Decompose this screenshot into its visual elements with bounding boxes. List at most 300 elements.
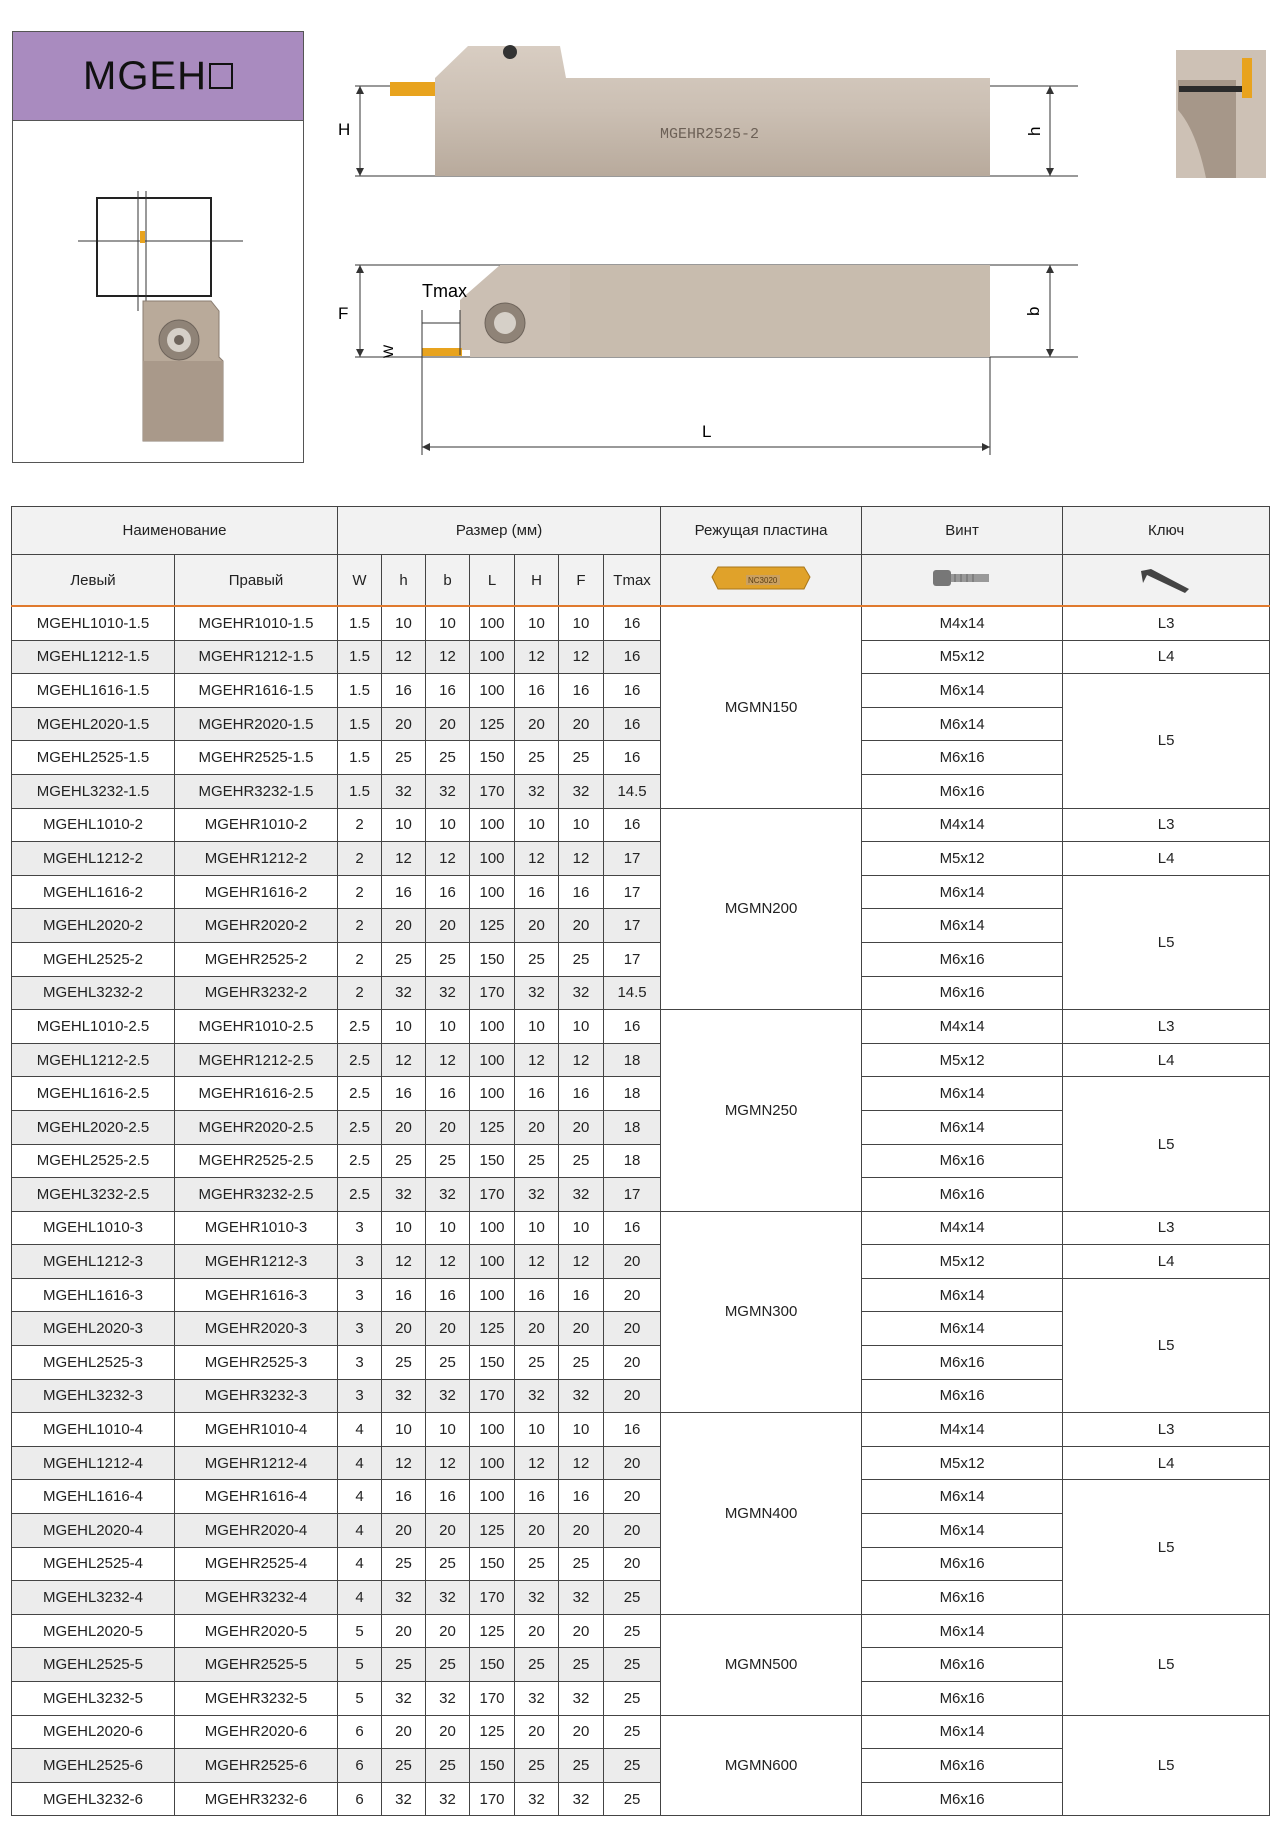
cell-w: 4 — [338, 1547, 382, 1581]
cell-b: 10 — [426, 1413, 470, 1447]
cell-key: L5 — [1063, 1614, 1270, 1715]
cell-l: 170 — [470, 1178, 515, 1212]
cell-b: 25 — [426, 741, 470, 775]
cell-w: 2.5 — [338, 1043, 382, 1077]
cell-screw: M6x16 — [862, 1144, 1063, 1178]
cell-key: L5 — [1063, 1715, 1270, 1816]
table-row — [12, 1211, 1270, 1245]
dim-label-W: W — [380, 344, 396, 358]
cell-tmax: 18 — [604, 1110, 661, 1144]
cell-w: 3 — [338, 1312, 382, 1346]
cell-screw: M6x14 — [862, 909, 1063, 943]
cell-f: 10 — [559, 1211, 604, 1245]
subheader-F: F — [559, 555, 604, 607]
hex-key-icon — [1131, 561, 1201, 595]
cell-f: 12 — [559, 1245, 604, 1279]
cell-h: 20 — [382, 1312, 426, 1346]
cell-b: 10 — [426, 1010, 470, 1044]
cell-h: 10 — [515, 1010, 559, 1044]
cell-h: 16 — [515, 674, 559, 708]
cell-key: L4 — [1063, 640, 1270, 674]
cell-screw: M5x12 — [862, 1043, 1063, 1077]
cell-f: 20 — [559, 1110, 604, 1144]
cell-h: 25 — [382, 1547, 426, 1581]
cell-l: 100 — [470, 606, 515, 640]
dim-label-h: h — [1025, 126, 1044, 136]
cell-h: 10 — [382, 606, 426, 640]
cell-f: 10 — [559, 606, 604, 640]
cell-left: MGEHL1010-4 — [12, 1413, 175, 1447]
cell-h: 20 — [515, 1715, 559, 1749]
cell-b: 16 — [426, 674, 470, 708]
cell-l: 150 — [470, 1648, 515, 1682]
cell-w: 4 — [338, 1480, 382, 1514]
cell-h: 25 — [515, 1346, 559, 1380]
cell-screw: M5x12 — [862, 1245, 1063, 1279]
cell-h: 12 — [515, 640, 559, 674]
cell-b: 20 — [426, 1514, 470, 1548]
cell-w: 2 — [338, 875, 382, 909]
cell-l: 170 — [470, 1782, 515, 1816]
cell-f: 10 — [559, 1413, 604, 1447]
cell-screw: M4x14 — [862, 1211, 1063, 1245]
cell-w: 4 — [338, 1514, 382, 1548]
cell-h: 32 — [382, 1782, 426, 1816]
cell-b: 32 — [426, 1581, 470, 1615]
cell-left: MGEHL1212-1.5 — [12, 640, 175, 674]
table-row — [12, 1614, 1270, 1648]
cell-tmax: 16 — [604, 741, 661, 775]
cell-h: 12 — [515, 842, 559, 876]
cell-tmax: 25 — [604, 1648, 661, 1682]
cell-right: MGEHR3232-3 — [175, 1379, 338, 1413]
cell-left: MGEHL1212-4 — [12, 1446, 175, 1480]
cell-right: MGEHR2020-3 — [175, 1312, 338, 1346]
cell-right: MGEHR1010-1.5 — [175, 606, 338, 640]
cell-h: 32 — [515, 1581, 559, 1615]
cell-right: MGEHR1010-2.5 — [175, 1010, 338, 1044]
cell-h: 12 — [382, 1043, 426, 1077]
cell-left: MGEHL2020-3 — [12, 1312, 175, 1346]
cell-w: 6 — [338, 1749, 382, 1783]
cell-b: 12 — [426, 1043, 470, 1077]
cell-screw: M4x14 — [862, 1413, 1063, 1447]
insert-image-cell — [661, 555, 862, 607]
cell-tmax: 25 — [604, 1581, 661, 1615]
cell-h: 20 — [515, 1110, 559, 1144]
cell-w: 4 — [338, 1413, 382, 1447]
cell-left: MGEHL3232-3 — [12, 1379, 175, 1413]
cell-screw: M6x16 — [862, 1749, 1063, 1783]
cell-tmax: 16 — [604, 674, 661, 708]
cell-right: MGEHR1616-3 — [175, 1278, 338, 1312]
subheader-L: L — [470, 555, 515, 607]
cell-f: 32 — [559, 976, 604, 1010]
table-row — [12, 1010, 1270, 1044]
cell-h: 32 — [515, 1782, 559, 1816]
cell-right: MGEHR1010-2 — [175, 808, 338, 842]
table-row — [12, 1245, 1270, 1279]
cell-tmax: 16 — [604, 1010, 661, 1044]
cell-l: 100 — [470, 842, 515, 876]
cell-h: 32 — [382, 1178, 426, 1212]
cell-right: MGEHR3232-5 — [175, 1682, 338, 1716]
cell-f: 16 — [559, 674, 604, 708]
cell-screw: M6x16 — [862, 741, 1063, 775]
cell-b: 20 — [426, 1715, 470, 1749]
cell-h: 32 — [515, 1178, 559, 1212]
dim-label-L: L — [702, 422, 712, 441]
cell-right: MGEHR2525-2 — [175, 942, 338, 976]
cell-h: 10 — [515, 808, 559, 842]
table-row — [12, 1715, 1270, 1749]
cell-h: 25 — [382, 1346, 426, 1380]
cell-right: MGEHR3232-4 — [175, 1581, 338, 1615]
cell-left: MGEHL2525-4 — [12, 1547, 175, 1581]
cell-b: 32 — [426, 1782, 470, 1816]
cell-left: MGEHL2525-1.5 — [12, 741, 175, 775]
cell-l: 170 — [470, 1682, 515, 1716]
cell-h: 20 — [382, 1614, 426, 1648]
cell-w: 1.5 — [338, 674, 382, 708]
cell-h: 25 — [382, 1749, 426, 1783]
cell-l: 100 — [470, 1077, 515, 1111]
cell-left: MGEHL1010-1.5 — [12, 606, 175, 640]
cell-w: 5 — [338, 1682, 382, 1716]
cell-h: 32 — [515, 976, 559, 1010]
cell-w: 2 — [338, 909, 382, 943]
cell-left: MGEHL2525-3 — [12, 1346, 175, 1380]
cell-b: 12 — [426, 640, 470, 674]
cell-w: 1.5 — [338, 707, 382, 741]
cell-f: 32 — [559, 1178, 604, 1212]
cell-b: 25 — [426, 1749, 470, 1783]
cell-insert: MGMN250 — [661, 1010, 862, 1212]
cell-h: 25 — [515, 1547, 559, 1581]
cell-w: 2 — [338, 808, 382, 842]
cell-tmax: 18 — [604, 1144, 661, 1178]
cell-b: 20 — [426, 909, 470, 943]
cell-right: MGEHR1616-2.5 — [175, 1077, 338, 1111]
cell-w: 3 — [338, 1346, 382, 1380]
engraved-model: MGEHR2525-2 — [660, 126, 760, 143]
cell-right: MGEHR2525-6 — [175, 1749, 338, 1783]
cell-right: MGEHR2020-4 — [175, 1514, 338, 1548]
cell-right: MGEHR2525-3 — [175, 1346, 338, 1380]
cell-screw: M5x12 — [862, 842, 1063, 876]
dim-label-F: F — [338, 304, 349, 323]
cell-tmax: 18 — [604, 1043, 661, 1077]
cell-tmax: 25 — [604, 1614, 661, 1648]
cell-screw: M6x16 — [862, 1648, 1063, 1682]
cell-left: MGEHL2525-2 — [12, 942, 175, 976]
cell-b: 25 — [426, 1648, 470, 1682]
cell-h: 32 — [515, 774, 559, 808]
cell-left: MGEHL2525-6 — [12, 1749, 175, 1783]
cell-right: MGEHR2525-1.5 — [175, 741, 338, 775]
cell-f: 12 — [559, 1043, 604, 1077]
cell-b: 32 — [426, 1682, 470, 1716]
cell-h: 25 — [382, 1144, 426, 1178]
header-size: Размер (мм) — [338, 507, 661, 555]
cell-f: 20 — [559, 707, 604, 741]
cell-screw: M6x14 — [862, 674, 1063, 708]
cell-left: MGEHL2020-6 — [12, 1715, 175, 1749]
subheader-right: Правый — [175, 555, 338, 607]
cell-w: 1.5 — [338, 640, 382, 674]
cell-h: 20 — [515, 909, 559, 943]
cell-left: MGEHL1010-2 — [12, 808, 175, 842]
subheader-b: b — [426, 555, 470, 607]
key-image-cell — [1063, 555, 1270, 607]
cell-left: MGEHL2020-5 — [12, 1614, 175, 1648]
cell-l: 150 — [470, 741, 515, 775]
cell-h: 12 — [382, 842, 426, 876]
cell-w: 5 — [338, 1648, 382, 1682]
cell-l: 150 — [470, 1749, 515, 1783]
cell-f: 16 — [559, 875, 604, 909]
cell-w: 6 — [338, 1715, 382, 1749]
cell-f: 10 — [559, 808, 604, 842]
cell-l: 125 — [470, 1110, 515, 1144]
cell-f: 25 — [559, 741, 604, 775]
cell-left: MGEHL1616-4 — [12, 1480, 175, 1514]
cell-screw: M6x14 — [862, 1480, 1063, 1514]
cell-tmax: 16 — [604, 1211, 661, 1245]
cell-key: L5 — [1063, 1480, 1270, 1614]
table-row — [12, 842, 1270, 876]
cell-f: 20 — [559, 1312, 604, 1346]
cell-b: 10 — [426, 808, 470, 842]
cell-l: 100 — [470, 1480, 515, 1514]
cell-screw: M5x12 — [862, 640, 1063, 674]
cell-l: 125 — [470, 1312, 515, 1346]
cell-tmax: 17 — [604, 1178, 661, 1212]
cell-h: 25 — [382, 942, 426, 976]
cell-left: MGEHL3232-2.5 — [12, 1178, 175, 1212]
cell-f: 12 — [559, 842, 604, 876]
cell-l: 100 — [470, 1446, 515, 1480]
cell-screw: M5x12 — [862, 1446, 1063, 1480]
cell-l: 170 — [470, 774, 515, 808]
cell-b: 25 — [426, 1547, 470, 1581]
cell-f: 20 — [559, 1614, 604, 1648]
cell-tmax: 20 — [604, 1547, 661, 1581]
cell-tmax: 20 — [604, 1379, 661, 1413]
cell-l: 100 — [470, 1278, 515, 1312]
cell-right: MGEHR2020-2 — [175, 909, 338, 943]
cell-screw: M6x14 — [862, 1715, 1063, 1749]
cell-key: L3 — [1063, 1010, 1270, 1044]
cell-f: 25 — [559, 1648, 604, 1682]
cell-h: 12 — [515, 1446, 559, 1480]
cell-w: 2.5 — [338, 1077, 382, 1111]
cell-l: 100 — [470, 1245, 515, 1279]
cell-key: L4 — [1063, 1446, 1270, 1480]
cell-h: 20 — [515, 707, 559, 741]
cell-l: 100 — [470, 1010, 515, 1044]
cell-f: 25 — [559, 1749, 604, 1783]
cell-h: 20 — [382, 1110, 426, 1144]
cell-tmax: 16 — [604, 640, 661, 674]
dim-label-H: H — [338, 120, 351, 139]
cell-tmax: 20 — [604, 1278, 661, 1312]
insert-tip-icon — [422, 348, 462, 356]
table-row — [12, 875, 1270, 909]
cell-screw: M6x14 — [862, 1312, 1063, 1346]
cell-h: 10 — [515, 606, 559, 640]
cell-left: MGEHL2020-2 — [12, 909, 175, 943]
cell-h: 16 — [382, 1278, 426, 1312]
cell-l: 100 — [470, 674, 515, 708]
cell-left: MGEHL2020-1.5 — [12, 707, 175, 741]
cell-b: 12 — [426, 842, 470, 876]
cell-right: MGEHR3232-2.5 — [175, 1178, 338, 1212]
cell-h: 12 — [515, 1043, 559, 1077]
cell-l: 125 — [470, 909, 515, 943]
cell-l: 170 — [470, 1581, 515, 1615]
series-title-box — [12, 31, 304, 463]
cell-right: MGEHR3232-6 — [175, 1782, 338, 1816]
cell-h: 20 — [382, 1514, 426, 1548]
cell-b: 12 — [426, 1245, 470, 1279]
cell-tmax: 25 — [604, 1749, 661, 1783]
cell-h: 10 — [382, 1413, 426, 1447]
subheader-h: h — [382, 555, 426, 607]
cell-l: 125 — [470, 1715, 515, 1749]
cell-w: 3 — [338, 1379, 382, 1413]
cell-w: 3 — [338, 1211, 382, 1245]
cell-f: 12 — [559, 640, 604, 674]
cell-b: 10 — [426, 1211, 470, 1245]
dim-label-b: b — [1024, 306, 1043, 316]
cell-w: 1.5 — [338, 741, 382, 775]
cell-l: 170 — [470, 976, 515, 1010]
cell-l: 170 — [470, 1379, 515, 1413]
header-name: Наименование — [12, 507, 338, 555]
cell-h: 20 — [382, 909, 426, 943]
cell-f: 16 — [559, 1278, 604, 1312]
cell-h: 12 — [382, 1245, 426, 1279]
cell-f: 25 — [559, 1144, 604, 1178]
header-key: Ключ — [1063, 507, 1270, 555]
screw-icon — [927, 561, 997, 595]
cell-left: MGEHL1616-2.5 — [12, 1077, 175, 1111]
cell-b: 16 — [426, 875, 470, 909]
cell-l: 125 — [470, 707, 515, 741]
cell-b: 10 — [426, 606, 470, 640]
cell-right: MGEHR1212-3 — [175, 1245, 338, 1279]
table-row — [12, 1077, 1270, 1111]
cell-f: 32 — [559, 1581, 604, 1615]
header-insert: Режущая пластина — [661, 507, 862, 555]
cell-screw: M6x16 — [862, 1782, 1063, 1816]
cell-screw: M6x14 — [862, 1110, 1063, 1144]
cell-left: MGEHL2525-5 — [12, 1648, 175, 1682]
header-screw: Винт — [862, 507, 1063, 555]
cell-f: 20 — [559, 1514, 604, 1548]
cell-f: 25 — [559, 1547, 604, 1581]
cell-screw: M6x14 — [862, 1278, 1063, 1312]
subheader-left: Левый — [12, 555, 175, 607]
cell-tmax: 14.5 — [604, 774, 661, 808]
table-row — [12, 1446, 1270, 1480]
cell-right: MGEHR1616-4 — [175, 1480, 338, 1514]
cell-insert: MGMN400 — [661, 1413, 862, 1615]
cell-screw: M6x16 — [862, 774, 1063, 808]
cell-h: 16 — [382, 1480, 426, 1514]
cell-key: L5 — [1063, 1278, 1270, 1412]
cell-screw: M6x16 — [862, 1682, 1063, 1716]
cell-w: 5 — [338, 1614, 382, 1648]
cell-h: 10 — [382, 1211, 426, 1245]
subheader-W: W — [338, 555, 382, 607]
cell-b: 32 — [426, 774, 470, 808]
screw-image-cell — [862, 555, 1063, 607]
cell-insert: MGMN300 — [661, 1211, 862, 1413]
cell-screw: M6x14 — [862, 707, 1063, 741]
cell-f: 20 — [559, 909, 604, 943]
cell-screw: M6x14 — [862, 1614, 1063, 1648]
cell-left: MGEHL3232-1.5 — [12, 774, 175, 808]
specification-table — [11, 506, 1270, 1816]
cell-f: 16 — [559, 1077, 604, 1111]
cell-b: 12 — [426, 1446, 470, 1480]
cell-key: L5 — [1063, 674, 1270, 808]
cell-h: 25 — [515, 1648, 559, 1682]
cell-screw: M6x14 — [862, 875, 1063, 909]
cell-h: 25 — [382, 1648, 426, 1682]
cell-key: L3 — [1063, 1211, 1270, 1245]
cell-w: 3 — [338, 1278, 382, 1312]
cell-f: 25 — [559, 942, 604, 976]
cell-screw: M4x14 — [862, 808, 1063, 842]
cell-w: 4 — [338, 1581, 382, 1615]
cell-l: 100 — [470, 1043, 515, 1077]
cell-key: L4 — [1063, 1043, 1270, 1077]
cell-f: 32 — [559, 1379, 604, 1413]
cell-w: 2 — [338, 942, 382, 976]
top-view-drawing — [330, 38, 1090, 188]
cell-right: MGEHR3232-1.5 — [175, 774, 338, 808]
cell-right: MGEHR1212-4 — [175, 1446, 338, 1480]
cell-tmax: 20 — [604, 1446, 661, 1480]
insert-blade-icon — [390, 82, 435, 96]
cell-right: MGEHR2020-2.5 — [175, 1110, 338, 1144]
cell-l: 125 — [470, 1614, 515, 1648]
cell-tmax: 17 — [604, 875, 661, 909]
cell-w: 2.5 — [338, 1144, 382, 1178]
cell-w: 2.5 — [338, 1110, 382, 1144]
cell-tmax: 14.5 — [604, 976, 661, 1010]
cell-tmax: 17 — [604, 842, 661, 876]
cell-left: MGEHL1010-3 — [12, 1211, 175, 1245]
cell-l: 100 — [470, 875, 515, 909]
cell-tmax: 25 — [604, 1782, 661, 1816]
cell-l: 125 — [470, 1514, 515, 1548]
cell-w: 2.5 — [338, 1178, 382, 1212]
cell-f: 16 — [559, 1480, 604, 1514]
cell-tmax: 18 — [604, 1077, 661, 1111]
cell-insert: MGMN600 — [661, 1715, 862, 1816]
cell-key: L3 — [1063, 606, 1270, 640]
cell-b: 16 — [426, 1480, 470, 1514]
cell-h: 25 — [515, 741, 559, 775]
cell-left: MGEHL3232-2 — [12, 976, 175, 1010]
cell-h: 16 — [382, 674, 426, 708]
cell-f: 10 — [559, 1010, 604, 1044]
cell-screw: M6x16 — [862, 942, 1063, 976]
